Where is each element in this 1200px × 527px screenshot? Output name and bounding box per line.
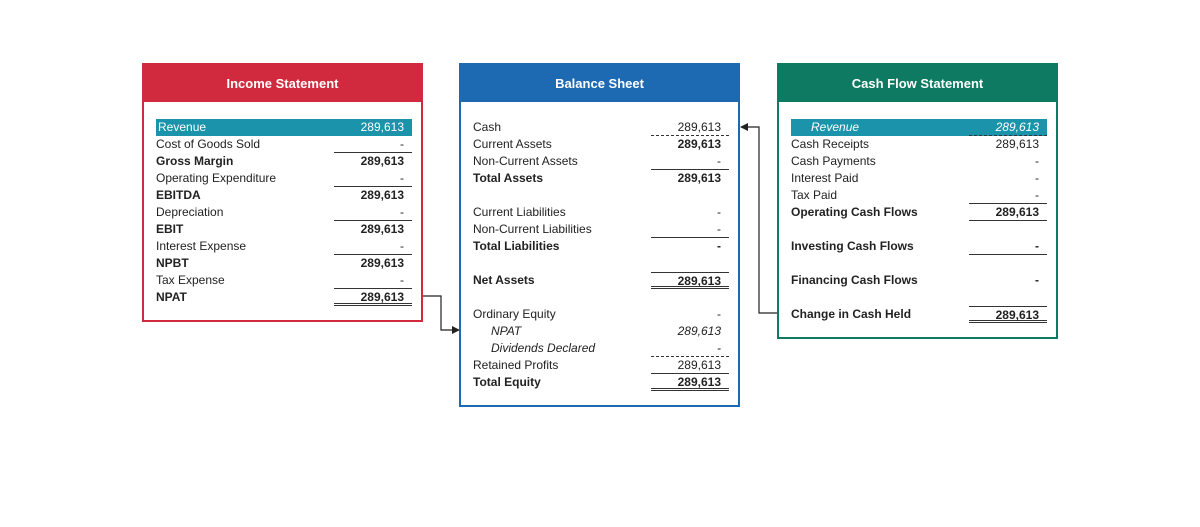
row-label: Total Liabilities <box>473 239 560 253</box>
row-value: - <box>651 221 729 238</box>
row-value: - <box>1035 154 1039 168</box>
row-label: Revenue <box>811 120 860 134</box>
row-value: 289,613 <box>969 306 1047 323</box>
row-label: Non-Current Assets <box>473 154 578 168</box>
row-value: 289,613 <box>969 119 1047 136</box>
row-value: 289,613 <box>677 171 721 185</box>
row-label: Gross Margin <box>156 154 234 168</box>
row-label: Non-Current Liabilities <box>473 222 592 236</box>
row-value: - <box>334 272 412 289</box>
row-label: Current Assets <box>473 137 552 151</box>
row-label: NPAT <box>491 324 522 338</box>
row-value: 289,613 <box>334 289 412 306</box>
row-label: Net Assets <box>473 273 535 287</box>
row-value: - <box>717 307 721 321</box>
row-value: 289,613 <box>677 324 721 338</box>
cash-held-to-balance-connector <box>741 127 777 313</box>
row-label: Interest Paid <box>791 171 859 185</box>
row-label: Retained Profits <box>473 358 559 372</box>
row-label: Cash Receipts <box>791 137 870 151</box>
balance-sheet-title: Balance Sheet <box>461 65 738 102</box>
row-value: - <box>1035 273 1039 287</box>
row-label: Current Liabilities <box>473 205 566 219</box>
row-label: NPBT <box>156 256 189 270</box>
row-value: 289,613 <box>651 272 729 289</box>
row-value: 289,613 <box>651 119 729 136</box>
row-value: - <box>717 239 721 253</box>
row-label: EBITDA <box>156 188 201 202</box>
row-value: 289,613 <box>995 137 1039 151</box>
row-label: Investing Cash Flows <box>791 239 914 253</box>
row-value: 289,613 <box>677 137 721 151</box>
row-value: 289,613 <box>360 188 404 202</box>
row-value: 289,613 <box>360 222 404 236</box>
row-label: Dividends Declared <box>491 341 596 355</box>
row-label: Tax Paid <box>791 188 838 202</box>
row-label: Total Equity <box>473 375 541 389</box>
row-label: Change in Cash Held <box>791 307 912 321</box>
cash-flow-statement-title: Cash Flow Statement <box>779 65 1056 102</box>
row-label: Tax Expense <box>156 273 225 287</box>
row-label: Financing Cash Flows <box>791 273 918 287</box>
row-label: Cash Payments <box>791 154 876 168</box>
row-value: - <box>717 205 721 219</box>
npat-to-balance-connector <box>423 296 459 330</box>
row-value: 289,613 <box>360 154 404 168</box>
row-value: 289,613 <box>360 256 404 270</box>
row-value: - <box>334 170 412 187</box>
row-label: Cost of Goods Sold <box>156 137 261 151</box>
row-value: - <box>651 153 729 170</box>
row-value: 289,613 <box>969 204 1047 221</box>
row-value: 289,613 <box>651 357 729 374</box>
row-value: - <box>334 238 412 255</box>
row-label: Total Assets <box>473 171 544 185</box>
row-value: - <box>969 187 1047 204</box>
row-label: Operating Expenditure <box>156 171 277 185</box>
row-value: 289,613 <box>360 120 404 134</box>
row-label: NPAT <box>156 290 187 304</box>
row-label: Ordinary Equity <box>473 307 556 321</box>
income-statement-title: Income Statement <box>144 65 421 102</box>
row-label: Cash <box>473 120 502 134</box>
row-label: Operating Cash Flows <box>791 205 918 219</box>
row-value: - <box>1035 171 1039 185</box>
row-label: Interest Expense <box>156 239 247 253</box>
row-label: Depreciation <box>156 205 224 219</box>
row-value: - <box>334 204 412 221</box>
row-value: 289,613 <box>651 374 729 391</box>
row-label: EBIT <box>156 222 184 236</box>
row-value: - <box>334 136 412 153</box>
row-value: - <box>651 340 729 357</box>
row-value: - <box>969 238 1047 255</box>
row-label: Revenue <box>158 120 207 134</box>
